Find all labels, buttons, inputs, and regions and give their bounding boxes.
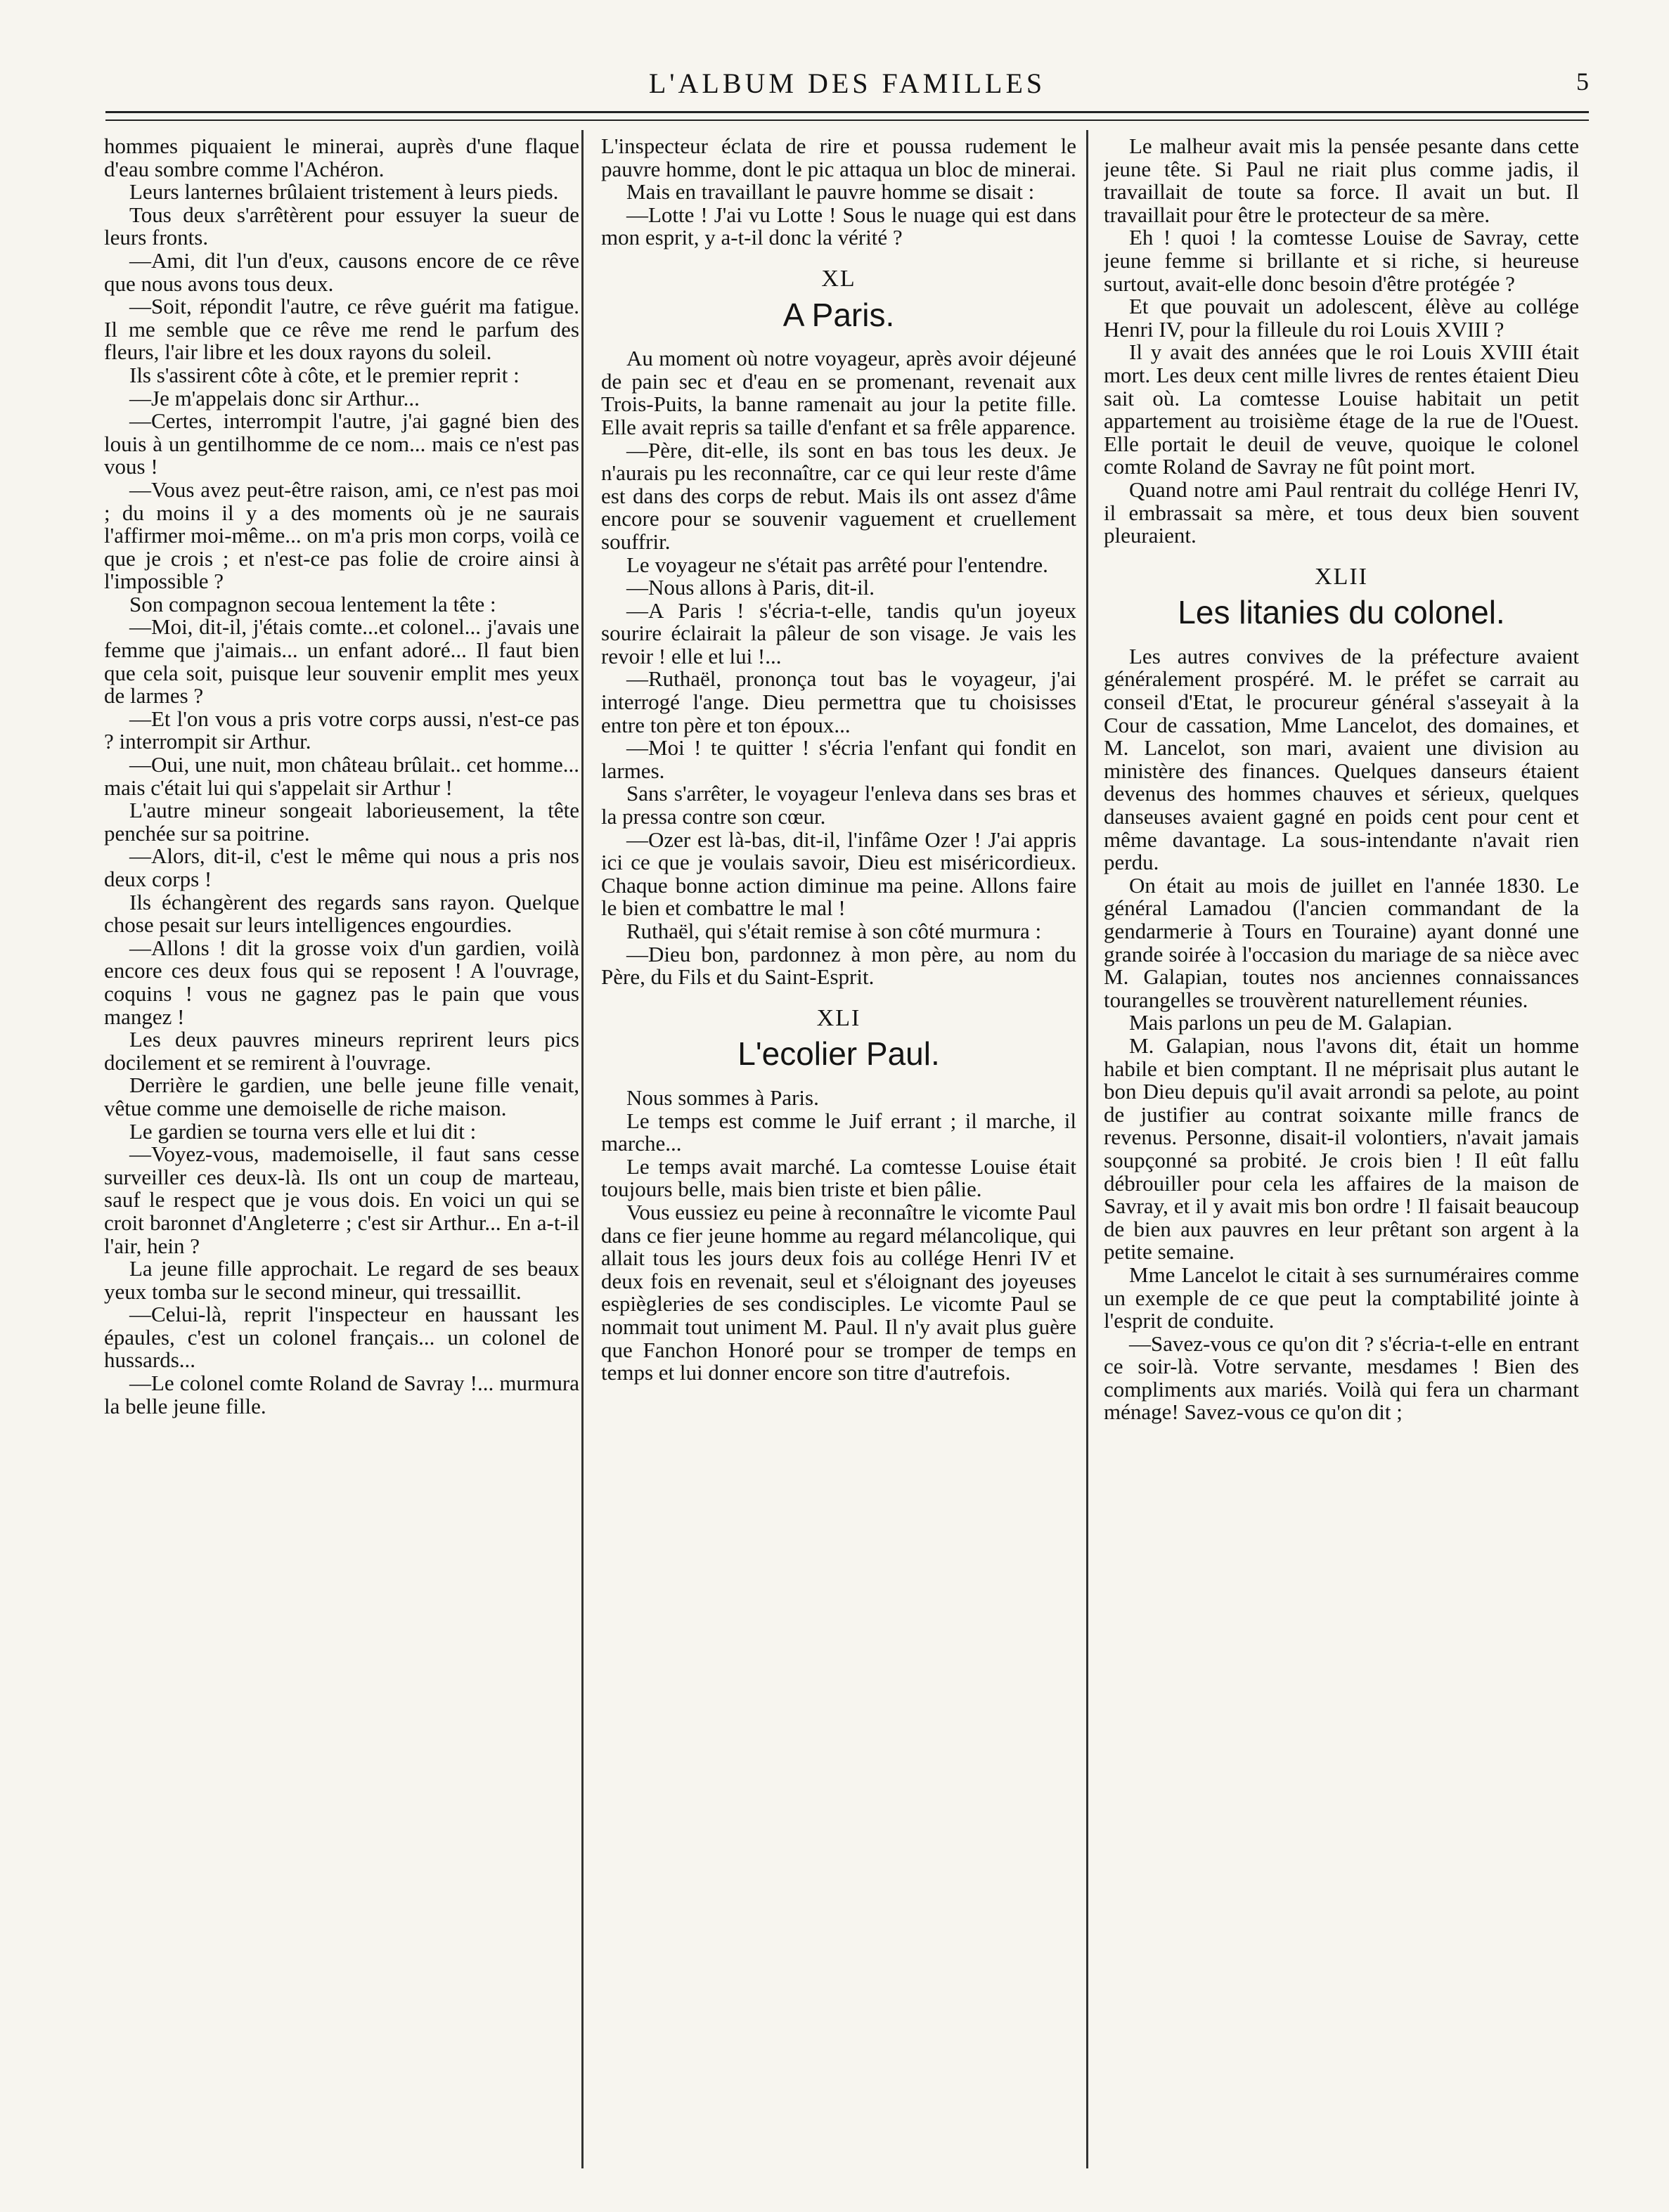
paragraph: Nous sommes à Paris.: [626, 1085, 819, 1110]
paragraph: L'inspecteur éclata de rire et poussa rudement le pauvre homme, dont le pic attaqua un bloc de minerai.: [601, 135, 1076, 181]
chapter-number: XLI: [816, 1004, 861, 1031]
page-number: 5: [1576, 67, 1589, 96]
column-divider-2: [1086, 130, 1088, 2168]
text-column-1: [104, 135, 579, 2159]
paragraph: —Celui-là, reprit l'inspecteur en haussant les épaules, c'est un colonel français... un colonel de hussards...: [104, 1302, 579, 1373]
paragraph: —Ami, dit l'un d'eux, causons encore de ce rêve que nous avons tous deux.: [104, 247, 579, 296]
paragraph: Ils échangèrent des regards sans rayon. Quelque chose pesait sur leurs intelligences engourdies.: [104, 889, 579, 938]
paragraph: Le malheur avait mis la pensée pesante dans cette jeune tête. Si Paul ne riait plus comme jadis, il travaillait de toute sa force. Il avait un but. Il travaillait pour être le protecteur de sa mère.: [1104, 135, 1579, 227]
paragraph: —Oui, une nuit, mon château brûlait.. cet homme... mais c'était lui qui s'appelait sir Arthur !: [104, 752, 579, 800]
paragraph: On était au mois de juillet en l'année 1830. Le général Lamadou (l'ancien commandant de la gendarmerie à Tours en Touraine) ayant donné une grande soirée à l'occasion du mariage de sa nièce avec M. Galapian, toutes nos anciennes connaissances tourangelles se trouvèrent naturellement réunies.: [1104, 872, 1579, 1012]
paragraph: —Je m'appelais donc sir Arthur...: [129, 385, 420, 410]
paragraph: Le temps est comme le Juif errant ; il marche, il marche...: [601, 1108, 1076, 1156]
header-rule-thick: [105, 111, 1589, 113]
paragraph: —Lotte ! J'ai vu Lotte ! Sous le nuage qui est dans mon esprit, y a-t-il donc la vérité ?: [601, 202, 1076, 250]
paragraph: —Ruthaël, prononça tout bas le voyageur, j'ai interrogé l'ange. Dieu permettra que tu choisisses entre ton père et ton époux...: [601, 666, 1076, 737]
paragraph: Sans s'arrêter, le voyageur l'enleva dans ses bras et la pressa contre son cœur.: [601, 781, 1076, 829]
paragraph: hommes piquaient le minerai, auprès d'une flaque d'eau sombre comme l'Achéron.: [104, 135, 579, 181]
paragraph: Vous eussiez eu peine à reconnaître le vicomte Paul dans ce fier jeune homme au regard mélancolique, qui allait tous les jours deux fois au collége Henri IV et deux fois en revenait, seul et s'éloignant des joyeuses espiègleries de ses condisciples. Le vicomte Paul se nommait tout uniment M. Paul. Il n'y avait plus guère que Fanchon Honoré pour se tromper de temps en temps et lui donner encore son titre d'autrefois.: [601, 1199, 1076, 1385]
paragraph: —A Paris ! s'écria-t-elle, tandis qu'un joyeux sourire éclairait la pâleur de son visage. Je vais les revoir ! elle et lui !...: [601, 597, 1076, 668]
paragraph: Tous deux s'arrêtèrent pour essuyer la sueur de leurs fronts.: [104, 202, 579, 250]
paragraph: La jeune fille approchait. Le regard de ses beaux yeux tomba sur le second mineur, qui tressaillit.: [104, 1256, 579, 1304]
chapter-title: Les litanies du colonel.: [1178, 594, 1505, 631]
paragraph: Son compagnon secoua lentement la tête :: [129, 591, 496, 616]
paragraph: Il y avait des années que le roi Louis XVIII était mort. Les deux cent mille livres de rentes étaient Dieu sait où. La comtesse Louise habitait un petit appartement au troisième étage de la rue de l'Ouest. Elle portait le deuil de veuve, quoique le colonel comte Roland de Savray ne fût point mort.: [1104, 339, 1579, 479]
paragraph: Le voyageur ne s'était pas arrêté pour l'entendre.: [626, 552, 1048, 577]
paragraph: Au moment où notre voyageur, après avoir déjeuné de pain sec et d'eau en se promenant, revenait aux Trois-Puits, la banne ramenait au jour la petite fille. Elle avait repris sa taille d'enfant et sa frêle apparence.: [601, 346, 1076, 439]
paragraph: Mais en travaillant le pauvre homme se disait :: [626, 179, 1035, 205]
paragraph: —Moi, dit-il, j'étais comte...et colonel... j'avais une femme que j'aimais... un enfant adoré... Il faut bien que cela soit, puisque leur souvenir emplit mes yeux de larmes ?: [104, 614, 579, 709]
paragraph: —Vous avez peut-être raison, ami, ce n'est pas moi ; du moins il y a des moments où je ne saurais l'affirmer moi-même... on m'a pris mon corps, voilà ce que je crois ; et n'est-ce pas folie de croire ainsi à l'impossible ?: [104, 477, 579, 594]
paragraph: Mme Lancelot le citait à ses surnuméraires comme un exemple de ce que peut la comptabilité jointe à l'esprit de conduite.: [1104, 1262, 1579, 1333]
running-title: L'ALBUM DES FAMILLES: [648, 67, 1046, 99]
paragraph: —Allons ! dit la grosse voix d'un gardien, voilà encore ces deux fous qui se reposent ! A l'ouvrage, coquins ! vous ne gagnez pas le pain que vous mangez !: [104, 935, 579, 1029]
paragraph: —Père, dit-elle, ils sont en bas tous les deux. Je n'aurais pu les reconnaître, car ce qui leur reste d'âme est dans des corps de rebut. Mais ils ont assez d'âme encore pour se souvenir vaguement et cruellement souffrir.: [601, 437, 1076, 554]
paragraph: Le temps avait marché. La comtesse Louise était toujours belle, mais bien triste et bien pâlie.: [601, 1153, 1076, 1202]
paragraph: —Et l'on vous a pris votre corps aussi, n'est-ce pas ? interrompit sir Arthur.: [104, 706, 579, 754]
paragraph: M. Galapian, nous l'avons dit, était un homme habile et bien comptant. Il ne méprisait plus autant le bon Dieu depuis qu'il avait arrondi sa pelote, au point de justifier au contrat soixante mille francs de revenus. Personne, disait-il volontiers, n'avait jamais soupçonné sa probité. Je crois bien ! Il eût fallu débrouiller pour cela les affaires de la maison de Savray, et il y avait mis bon ordre ! Il faisait beaucoup de bien aux pauvres en leur prêtant son argent à la petite semaine.: [1104, 1033, 1579, 1265]
paragraph: —Certes, interrompit l'autre, j'ai gagné bien des louis à un gentilhomme de ce nom... mais ce n'est pas vous !: [104, 408, 579, 479]
paragraph: —Savez-vous ce qu'on dit ? s'écria-t-elle en entrant ce soir-là. Votre servante, mesdames ! Bien des compliments aux mariés. Voilà qui fera un charmant ménage! Savez-vous ce qu'on dit ;: [1104, 1331, 1579, 1425]
paragraph: —Soit, répondit l'autre, ce rêve guérit ma fatigue. Il me semble que ce rêve me rend le parfum des fleurs, l'air libre et les doux rayons du soleil.: [104, 294, 579, 365]
chapter-title: A Paris.: [782, 296, 895, 333]
chapter-title: L'ecolier Paul.: [737, 1035, 940, 1073]
paragraph: Les autres convives de la préfecture avaient généralement prospéré. M. le préfet se carrait au conseil d'Etat, le procureur général s'asseyait à la Cour de cassation, Mme Lancelot, des domaines, et M. Lancelot, son mari, avaient une division au ministère des finances. Quelques danseurs étaient devenus des hommes chauves et sérieux, quelques danseuses avaient gagné en poids cent pour cent et même davantage. La sous-intendante n'avait rien perdu.: [1104, 643, 1579, 875]
paragraph: Leurs lanternes brûlaient tristement à leurs pieds.: [129, 179, 559, 205]
chapter-number: XLII: [1315, 563, 1368, 590]
paragraph: —Nous allons à Paris, dit-il.: [626, 575, 875, 600]
text-column-3: [1104, 135, 1579, 2159]
paragraph: —Alors, dit-il, c'est le même qui nous a pris nos deux corps !: [104, 843, 579, 891]
paragraph: Ils s'assirent côte à côte, et le premier reprit :: [129, 362, 520, 387]
paragraph: Les deux pauvres mineurs reprirent leurs pics docilement et se remirent à l'ouvrage.: [104, 1027, 579, 1075]
paragraph: —Le colonel comte Roland de Savray !... murmura la belle jeune fille.: [104, 1371, 579, 1418]
page-header: [105, 67, 1589, 109]
paragraph: Ruthaël, qui s'était remise à son côté murmura :: [626, 919, 1042, 943]
paragraph: —Voyez-vous, mademoiselle, il faut sans cesse surveiller ces deux-là. Ils ont un coup de marteau, sauf le respect que je vous dois. En voici un qui se croit baronnet d'Angleterre ; c'est sir Arthur... En a-t-il l'air, hein ?: [104, 1141, 579, 1258]
paragraph: Derrière le gardien, une belle jeune fille venait, vêtue comme une demoiselle de riche maison.: [104, 1073, 579, 1120]
header-rule-thin: [105, 119, 1589, 121]
paragraph: L'autre mineur songeait laborieusement, la tête penchée sur sa poitrine.: [104, 798, 579, 846]
paragraph: Mais parlons un peu de M. Galapian.: [1129, 1010, 1452, 1035]
paragraph: Le gardien se tourna vers elle et lui dit :: [129, 1118, 477, 1144]
paragraph: —Ozer est là-bas, dit-il, l'infâme Ozer ! J'ai appris ici ce que je voulais savoir, Dieu est miséricordieux. Chaque bonne action diminue ma peine. Allons faire le bien et combattre le mal !: [601, 827, 1076, 921]
paragraph: —Dieu bon, pardonnez à mon père, au nom du Père, du Fils et du Saint-Esprit.: [601, 941, 1076, 990]
paragraph: Eh ! quoi ! la comtesse Louise de Savray, cette jeune femme si brillante et si riche, si heureuse surtout, avait-elle donc besoin d'être protégée ?: [1104, 225, 1579, 296]
paragraph: Quand notre ami Paul rentrait du collége Henri IV, il embrassait sa mère, et tous deux bien souvent pleuraient.: [1104, 477, 1579, 548]
text-column-2: [601, 135, 1076, 2159]
chapter-number: XL: [821, 265, 856, 292]
column-divider-1: [581, 130, 584, 2168]
paragraph: —Moi ! te quitter ! s'écria l'enfant qui fondit en larmes.: [601, 735, 1076, 783]
paragraph: Et que pouvait un adolescent, élève au collége Henri IV, pour la filleule du roi Louis XVIII ?: [1104, 294, 1579, 342]
